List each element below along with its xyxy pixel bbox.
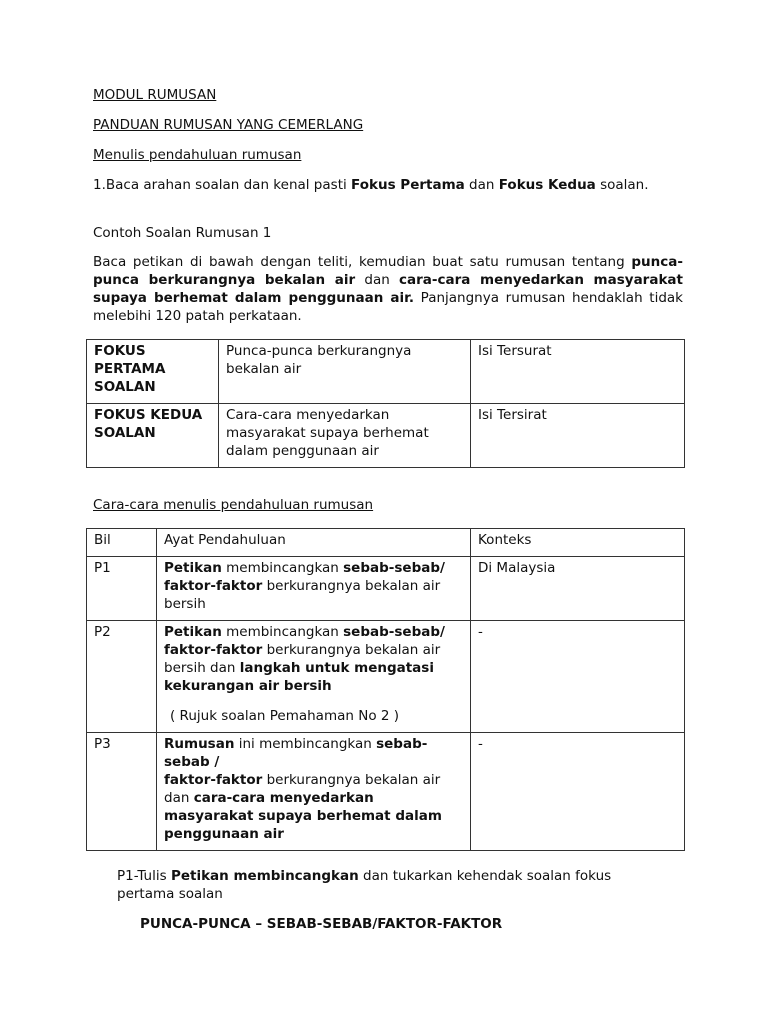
ayat-text: berkurangnya bekalan air bersih <box>164 578 441 612</box>
contoh-text-c: dan <box>355 272 400 288</box>
ayat-text: membincangkan <box>221 560 344 576</box>
ayat-text: berkurangnya bekalan air dan <box>164 772 441 806</box>
ayat-bold: faktor-faktor <box>164 772 263 788</box>
table-header-row <box>87 529 685 557</box>
ayat-bold: Petikan <box>164 560 222 576</box>
table-row <box>87 733 685 851</box>
ayat-bold: sebab-sebab/ faktor-faktor <box>164 560 445 594</box>
ayat-bold: cara-cara menyedarkan masyarakat supaya berhemat dalam penggunaan air <box>164 790 442 842</box>
step-1-prefix: 1.Baca arahan soalan dan kenal pasti <box>93 177 352 193</box>
fokus-label-cell <box>87 340 219 404</box>
punca-sebab-note: PUNCA-PUNCA – SEBAB-SEBAB/FAKTOR-FAKTOR <box>140 916 503 932</box>
ayat-text: ini membincangkan <box>234 736 377 752</box>
contoh-soalan-title: Contoh Soalan Rumusan 1 <box>93 225 272 241</box>
konteks-cell: - <box>471 733 685 851</box>
ayat-bold: sebab-sebab/ faktor-faktor <box>164 624 445 658</box>
header-ayat: Ayat Pendahuluan <box>157 529 471 557</box>
ayat-text: berkurangnya bekalan air bersih dan <box>164 642 441 676</box>
fokus-pertama-label: FOKUS PERTAMA SOALAN <box>94 343 166 395</box>
contoh-soalan-paragraph <box>93 253 683 325</box>
contoh-text-a: Baca petikan di bawah dengan teliti, kemudian buat satu rumusan tentang <box>93 254 632 270</box>
note-text: dan tukarkan kehendak soalan fokus pertama soalan <box>117 868 612 902</box>
rujuk-note: ( Rujuk soalan Pemahaman No 2 ) <box>170 708 400 724</box>
fokus-type-cell: Isi Tersurat <box>471 340 685 404</box>
heading-panduan: PANDUAN RUMUSAN YANG CEMERLANG <box>93 117 364 133</box>
header-bil: Bil <box>87 529 157 557</box>
p1-note <box>117 867 657 903</box>
header-konteks: Konteks <box>471 529 685 557</box>
ayat-cell <box>157 733 471 851</box>
table-row <box>87 557 685 621</box>
ayat-text: membincangkan <box>221 624 344 640</box>
fokus-desc-cell: Cara-cara menyedarkan masyarakat supaya berhemat dalam penggunaan air <box>219 404 471 468</box>
konteks-cell: Di Malaysia <box>471 557 685 621</box>
step-1-paragraph <box>93 176 683 194</box>
bil-cell: P2 <box>87 621 157 733</box>
contoh-text-e: Panjangnya rumusan hendaklah tidak melebihi 120 patah perkataan. <box>93 290 683 324</box>
ayat-bold: sebab-sebab / <box>164 736 428 770</box>
table-row <box>87 404 685 468</box>
table-row <box>87 621 685 733</box>
fokus-type-cell: Isi Tersirat <box>471 404 685 468</box>
ayat-cell <box>157 621 471 733</box>
fokus-desc-cell: Punca-punca berkurangnya bekalan air <box>219 340 471 404</box>
step-1-suffix: soalan. <box>595 177 649 193</box>
table-row <box>87 340 685 404</box>
konteks-cell: - <box>471 621 685 733</box>
note-text: P1-Tulis <box>117 868 171 884</box>
ayat-bold: Rumusan <box>164 736 235 752</box>
fokus-kedua-label: FOKUS KEDUA SOALAN <box>94 407 203 441</box>
step-1-mid: dan <box>464 177 499 193</box>
fokus-table <box>86 339 685 468</box>
fokus-label-cell <box>87 404 219 468</box>
fokus-kedua-text: Fokus Kedua <box>498 177 596 193</box>
contoh-focus-2: cara-cara menyedarkan masyarakat supaya berhemat dalam penggunaan air. <box>93 272 683 306</box>
cara-menulis-title: Cara-cara menulis pendahuluan rumusan <box>93 497 374 513</box>
ayat-bold: Petikan <box>164 624 222 640</box>
bil-cell: P1 <box>87 557 157 621</box>
pendahuluan-table <box>86 528 685 851</box>
fokus-pertama-text: Fokus Pertama <box>351 177 465 193</box>
bil-cell: P3 <box>87 733 157 851</box>
note-bold: Petikan membincangkan <box>170 868 359 884</box>
ayat-cell <box>157 557 471 621</box>
heading-modul-rumusan: MODUL RUMUSAN <box>93 87 217 103</box>
ayat-bold: langkah untuk mengatasi kekurangan air bersih <box>164 660 434 694</box>
contoh-focus-1: punca-punca berkurangnya bekalan air <box>93 254 683 288</box>
heading-menulis-pendahuluan: Menulis pendahuluan rumusan <box>93 147 302 163</box>
